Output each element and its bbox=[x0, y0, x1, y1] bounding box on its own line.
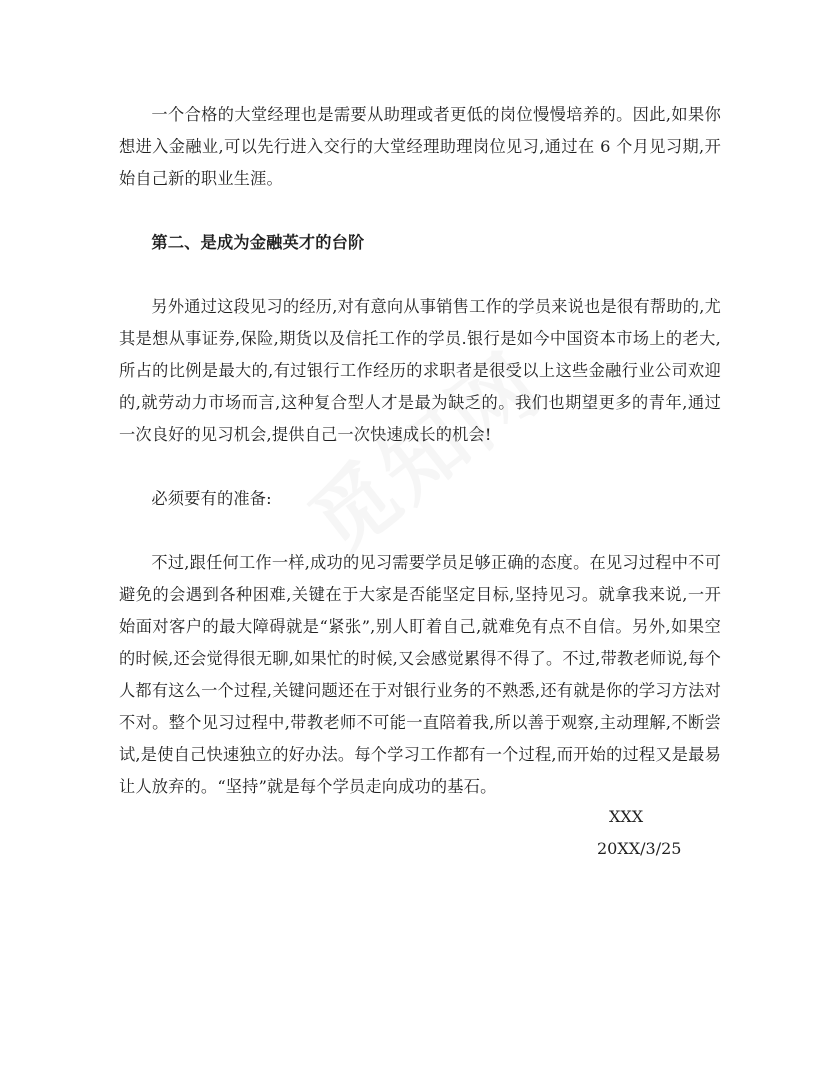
spacer bbox=[119, 259, 721, 291]
paragraph-1: 一个合格的大堂经理也是需要从助理或者更低的岗位慢慢培养的。因此,如果你想进入金融业,可以先行进入交行的大堂经理助理岗位见习,通过在 6 个月见习期,开始自己新的职业生涯。 bbox=[119, 105, 721, 188]
section-heading-2: 第二、是成为金融英才的台阶 bbox=[151, 233, 365, 252]
paragraph-3: 不过,跟任何工作一样,成功的见习需要学员足够正确的态度。在见习过程中不可避免的会遇到各种困难,关键在于大家是否能坚定目标,坚持见习。就拿我来说,一开始面对客户的最大障碍就是“紧张”,别人盯着自己,就难免有点不自信。另外,如果空的时候,还会觉得很无聊,如果忙的时候,又会感觉累得不得了。不过,带教老师说,每个人都有这么一个过程,关键问题还在于对银行业务的不熟悉,还有就是你的学习方法对不对。整个见习过程中,带教老师不可能一直陪着我,所以善于观察,主动理解,不断尝试,是使自己快速独立的好办法。每个学习工作都有一个过程,而开始的过程又是最易让人放弃的。“坚持”就是每个学员走向成功的基石。 bbox=[119, 553, 721, 796]
spacer bbox=[119, 195, 721, 227]
signature-block bbox=[597, 801, 717, 865]
spacer bbox=[119, 515, 721, 547]
preparation-heading: 必须要有的准备: bbox=[151, 489, 272, 508]
paragraph-2: 另外通过这段见习的经历,对有意向从事销售工作的学员来说也是很有帮助的,尤其是想从事证券,保险,期货以及信托工作的学员.银行是如今中国资本市场上的老大,所占的比例是最大的,有过银行工作经历的求职者是很受以上这些金融行业公司欢迎的,就劳动力市场而言,这种复合型人才是最为缺乏的。我们也期望更多的青年,通过一次良好的见习机会,提供自己一次快速成长的机会! bbox=[119, 297, 721, 444]
signature-date: 20XX/3/25 bbox=[597, 839, 682, 858]
signature-name: XXX bbox=[609, 807, 644, 826]
spacer bbox=[119, 451, 721, 483]
document-body bbox=[119, 99, 721, 803]
